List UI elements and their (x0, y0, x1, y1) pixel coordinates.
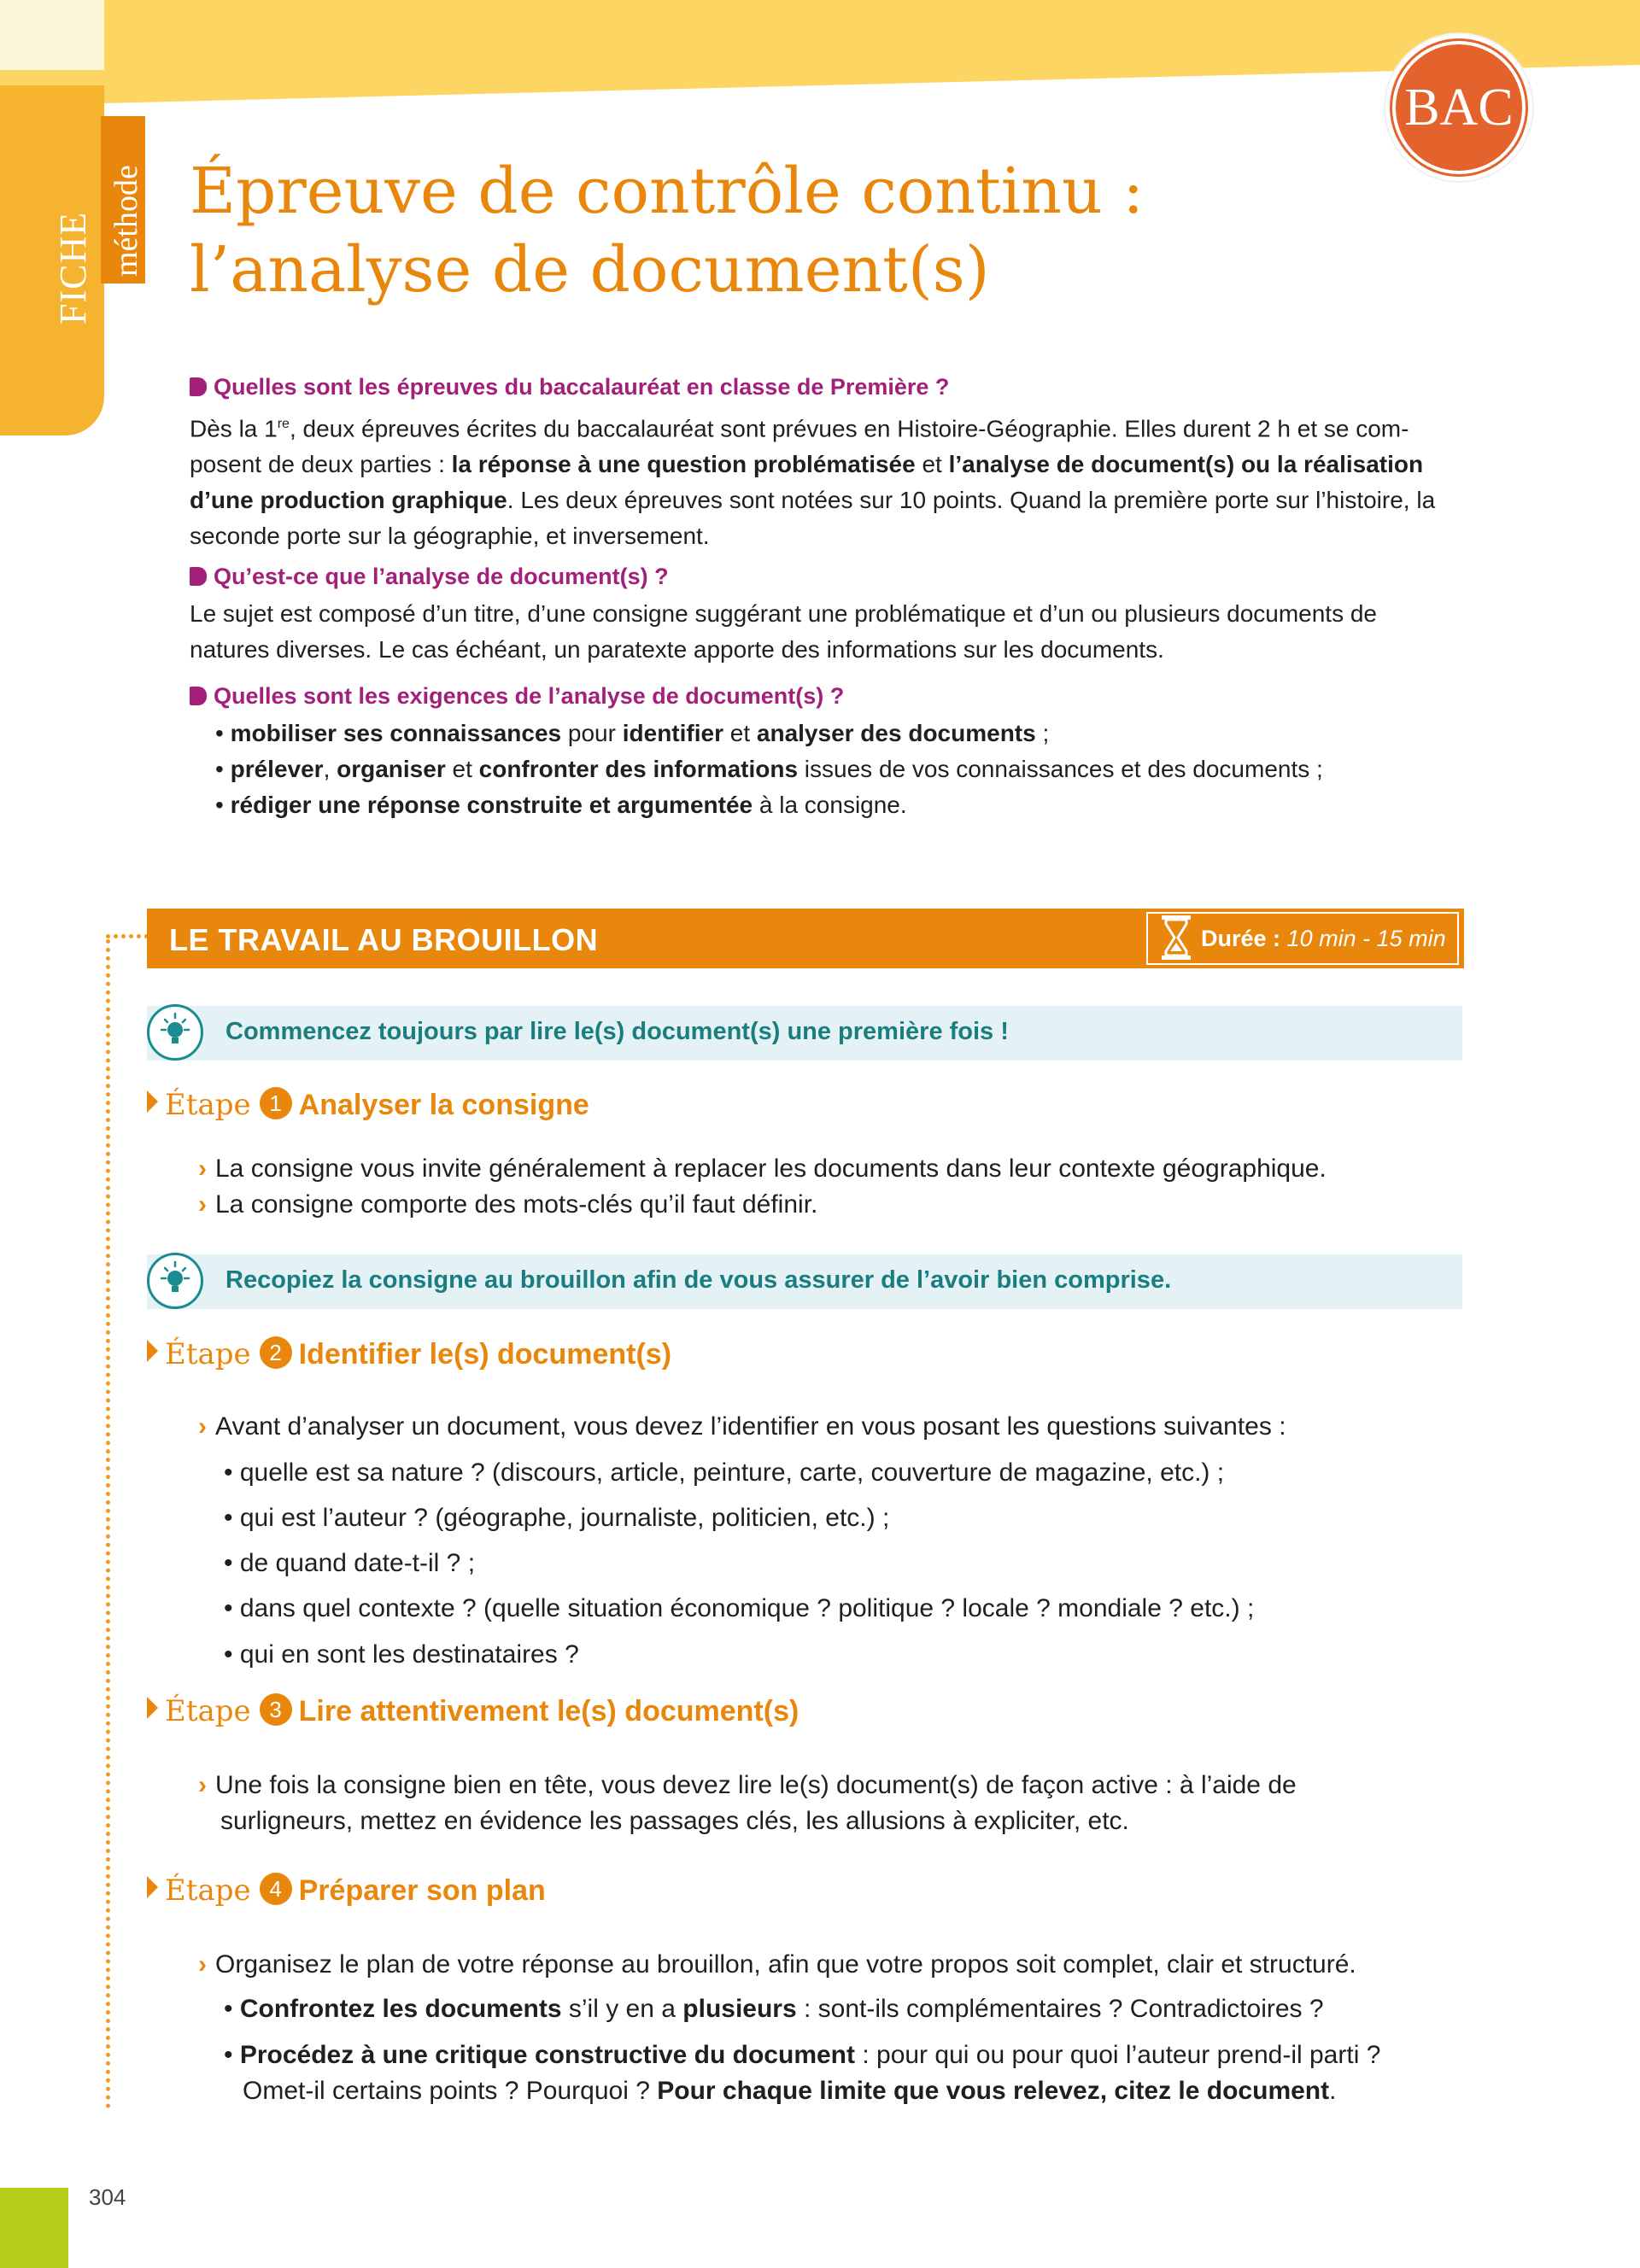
list-item-text: Organisez le plan de votre réponse au brouillon, afin que votre propos soit complet, clair et structuré. (215, 1950, 1356, 1979)
e4-s1-b: s’il y en a (561, 1995, 683, 2023)
lightbulb-icon (147, 1004, 203, 1061)
e4-s1-c: plusieurs (682, 1995, 797, 2023)
p1-sup: re (277, 417, 290, 431)
triangle-icon (147, 1340, 158, 1362)
etape-name: Lire attentivement le(s) document(s) (298, 1695, 800, 1727)
list-item-text: Avant d’analyser un document, vous devez l’identifier en vous posant les questions suivantes : (215, 1412, 1286, 1441)
question-2 (190, 564, 669, 590)
p1-d: . Les deux épreuves sont notées sur 10 points. Quand la première porte sur l’histoire, la seconde porte sur la géographie, et inversement. (190, 487, 1436, 550)
sub-item-text: quelle est sa nature ? (discours, article, peinture, carte, couverture de magazine, etc.) ; (239, 1458, 1225, 1487)
triangle-icon (147, 1697, 158, 1719)
chevron-right-icon: › (198, 1190, 207, 1219)
tip-box-1 (147, 1006, 1462, 1061)
paragraph-2: Le sujet est composé d’un titre, d’une consigne suggérant une problématique et d’un ou plusieurs documents de natures diverses. Le cas échéant, un paratexte apporte des informations sur les documents. (190, 600, 1378, 663)
question-1-text: Quelles sont les épreuves du baccalauréat en classe de Première ? (214, 374, 950, 400)
paragraph-1 (190, 406, 1437, 554)
sub-item-text: qui est l’auteur ? (géographe, journaliste, politicien, etc.) ; (239, 1504, 890, 1532)
triangle-icon (147, 1090, 158, 1113)
sub-item: • dans quel contexte ? (quelle situation économique ? politique ? locale ? mondiale ? etc.) ; (224, 1594, 1255, 1622)
etape-number: 3 (260, 1693, 292, 1726)
e4-s1-d: : sont-ils complémentaires ? Contradictoires ? (796, 1995, 1324, 2023)
etape-label: Étape (165, 1694, 251, 1728)
p1-a: Dès la 1 (190, 415, 278, 442)
lightbulb-graphic (149, 1255, 201, 1306)
list-item-text: La consigne vous invite généralement à replacer les documents dans leur contexte géographique. (215, 1154, 1327, 1183)
tip-box-2 (147, 1254, 1462, 1309)
methode-label: méthode (108, 165, 144, 277)
e4-s2-c: Omet-il certains points ? Pourquoi ? (243, 2077, 658, 2105)
sub-item: • qui en sont les destinataires ? (224, 1640, 579, 1669)
tip-1-text: Commencez toujours par lire le(s) document(s) une première fois ! (226, 1018, 1009, 1045)
question-3 (190, 683, 844, 710)
sub-item: • quelle est sa nature ? (discours, article, peinture, carte, couverture de magazine, etc.) ; (224, 1458, 1225, 1487)
question-1 (190, 374, 949, 400)
list-item (198, 1409, 1286, 1445)
list-item (198, 1947, 1356, 1983)
requirement-3: • rédiger une réponse construite et argumentée à la consigne. (215, 792, 907, 818)
etape-number: 4 (260, 1873, 292, 1905)
sub-item-continuation (243, 2073, 1336, 2109)
b2-c: organiser (337, 756, 446, 782)
b1-f: ; (1035, 720, 1050, 746)
list-item (198, 1768, 1297, 1803)
page-number: 304 (89, 2184, 126, 2210)
duration-value: 10 min - 15 min (1286, 926, 1446, 951)
b2-d: et (445, 756, 479, 782)
b2-f: issues de vos connaissances et des documents ; (798, 756, 1323, 782)
hourglass-icon (1160, 914, 1192, 962)
e4-s2-b: : pour qui ou pour quoi l’auteur prend-il parti ? (855, 2041, 1381, 2069)
b2-e: confronter des informations (478, 756, 799, 782)
page-title (190, 152, 1300, 309)
etape-number: 1 (260, 1087, 292, 1119)
etape-3 (147, 1692, 799, 1728)
etape-1 (147, 1086, 589, 1122)
etape-4 (147, 1872, 546, 1908)
etape-name: Identifier le(s) document(s) (298, 1338, 672, 1371)
list-item-continuation: surligneurs, mettez en évidence les passages clés, les allusions à expliciter, etc. (220, 1807, 1129, 1835)
requirement-2: • prélever, organiser et confronter des informations issues de vos connaissances et des documents ; (215, 756, 1323, 782)
dotted-guide-top (106, 934, 149, 938)
list-item (198, 1187, 817, 1223)
sub-item: • qui est l’auteur ? (géographe, journaliste, politicien, etc.) ; (224, 1504, 890, 1532)
bullet-marker-icon (190, 567, 207, 586)
etape-label: Étape (165, 1337, 251, 1371)
sub-item-text: de quand date-t-il ? ; (239, 1549, 476, 1577)
chevron-right-icon: › (198, 1771, 207, 1799)
duration-text (1201, 926, 1446, 952)
e4-s1-a: Confrontez les documents (239, 1995, 562, 2023)
bac-badge-circle (1392, 41, 1526, 174)
etape-label: Étape (165, 1088, 251, 1122)
list-item-text: La consigne comporte des mots-clés qu’il faut définir. (215, 1190, 818, 1219)
question-2-text: Qu’est-ce que l’analyse de document(s) ? (214, 564, 669, 589)
e4-s2-e: . (1329, 2077, 1337, 2105)
dotted-guide (106, 939, 110, 2109)
b1-b: pour (561, 720, 623, 746)
p1-bold-2: l’analyse de document(s) ou la réalisation d’une production graphique (190, 451, 1424, 514)
tab-top-corner (0, 0, 104, 70)
b2-b: , (323, 756, 337, 782)
e4-s2-d: Pour chaque limite que vous relevez, citez le document (657, 2077, 1330, 2105)
b2-a: prélever (230, 756, 324, 782)
p1-bold-1: la réponse à une question problématisée (451, 451, 916, 478)
title-line-1: Épreuve de contrôle continu : (190, 155, 1145, 228)
etape-name: Analyser la consigne (298, 1089, 589, 1121)
etape-number: 2 (260, 1336, 292, 1369)
requirement-1: • mobiliser ses connaissances pour identifier et analyser des documents ; (215, 720, 1050, 746)
sub-item: • Confrontez les documents s’il y en a plusieurs : sont-ils complémentaires ? Contradictoires ? (224, 1995, 1324, 2023)
b1-e: analyser des documents (756, 720, 1036, 746)
etape-2 (147, 1336, 671, 1371)
lightbulb-graphic (149, 1007, 201, 1058)
bullet-marker-icon (190, 687, 207, 705)
chevron-right-icon: › (198, 1154, 207, 1183)
b1-d: et (723, 720, 757, 746)
sub-item: • Procédez à une critique constructive du document : pour qui ou pour quoi l’auteur prend-il parti ? (224, 2041, 1381, 2069)
duration-label: Durée : (1201, 926, 1281, 951)
sub-item: • de quand date-t-il ? ; (224, 1549, 476, 1577)
p1-b: , deux épreuves écrites du baccalauréat sont prévues en Histoire-Géographie. Elles durent 2 h et se com-posent de deux parties : (190, 415, 1409, 478)
b1-a: mobiliser ses connaissances (230, 720, 562, 746)
p1-c: et (915, 451, 949, 478)
list-item-text: Une fois la consigne bien en tête, vous devez lire le(s) document(s) de façon active : à l’aide de (215, 1771, 1297, 1799)
triangle-icon (147, 1876, 158, 1898)
fiche-label: FICHE (52, 211, 94, 324)
chevron-right-icon: › (198, 1950, 207, 1979)
list-item (198, 1151, 1327, 1187)
bac-badge-label: BAC (1404, 79, 1514, 137)
title-line-2: l’analyse de document(s) (190, 233, 990, 307)
section-banner-title: LE TRAVAIL AU BROUILLON (169, 922, 599, 957)
etape-name: Préparer son plan (298, 1874, 546, 1907)
bullet-marker-icon (190, 377, 207, 396)
sub-item-text: dans quel contexte ? (quelle situation économique ? politique ? locale ? mondiale ? etc.) ; (239, 1594, 1255, 1622)
tip-2-text: Recopiez la consigne au brouillon afin de vous assurer de l’avoir bien comprise. (226, 1266, 1172, 1294)
sub-item-text: qui en sont les destinataires ? (239, 1640, 579, 1669)
b1-c: identifier (622, 720, 723, 746)
lightbulb-icon (147, 1253, 203, 1309)
etape-label: Étape (165, 1873, 251, 1908)
bac-badge (1385, 34, 1532, 181)
b3-a: rédiger une réponse construite et argumentée (230, 792, 753, 818)
e4-s2-a: Procédez à une critique constructive du document (239, 2041, 855, 2069)
chevron-right-icon: › (198, 1412, 207, 1441)
question-3-text: Quelles sont les exigences de l’analyse de document(s) ? (214, 683, 845, 709)
b3-b: à la consigne. (753, 792, 907, 818)
footer-green-block (0, 2188, 68, 2268)
